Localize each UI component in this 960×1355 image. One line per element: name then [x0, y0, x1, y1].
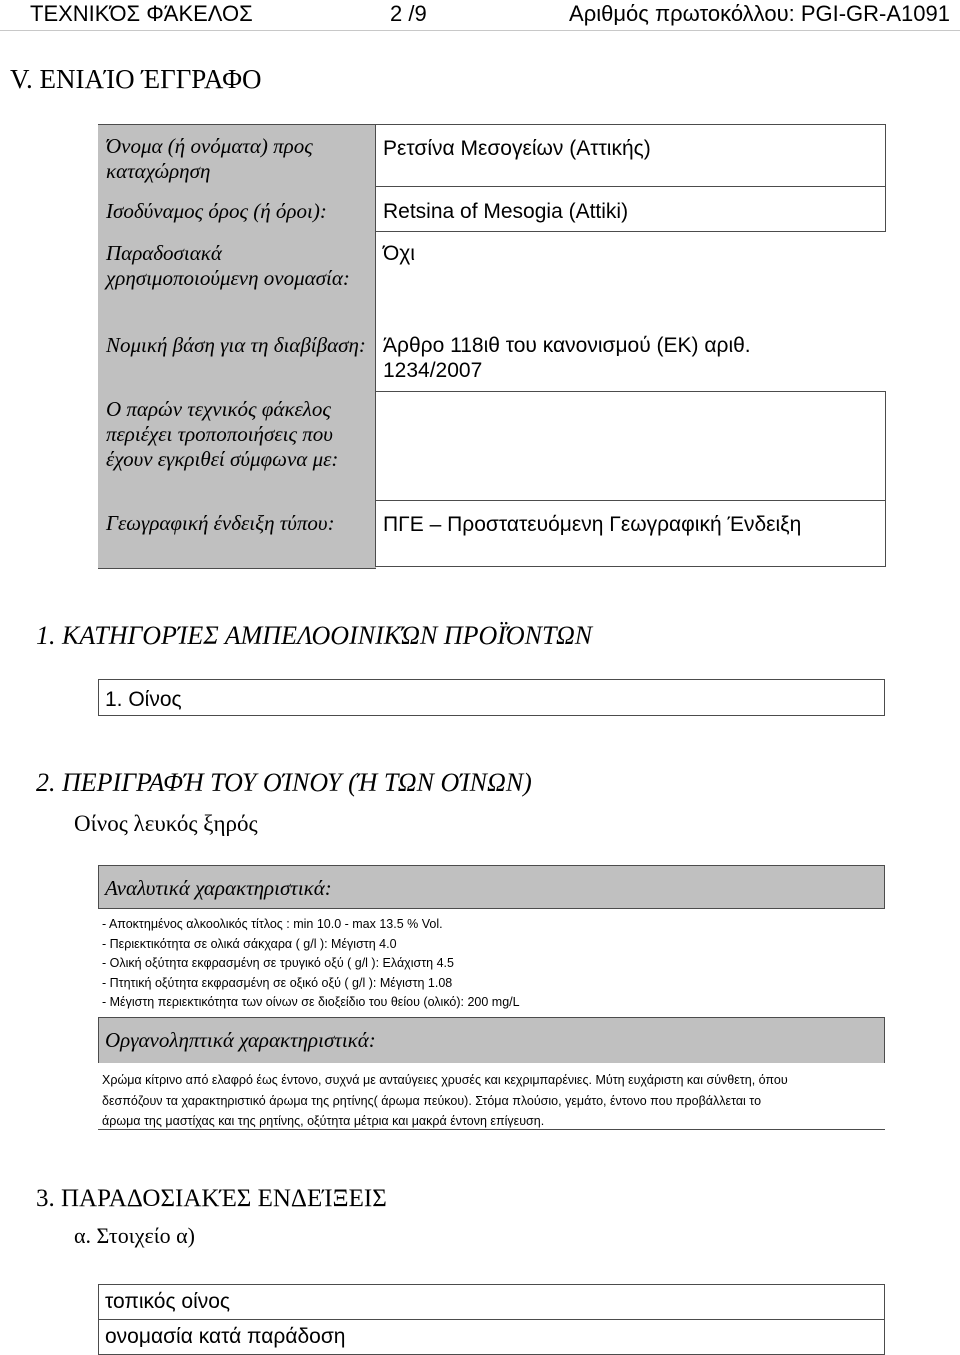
- section-v-title: V. ΕΝΙΑΊΟ ΈΓΓΡΑΦΟ: [10, 64, 262, 94]
- label-equivalent-term: Ισοδύναμος όρος (ή όροι):: [106, 199, 327, 223]
- section-2-title: 2. ΠΕΡΙΓΡΑΦΉ ΤΟΥ ΟΊΝΟΥ (Ή ΤΩΝ ΟΊΝΩΝ): [36, 768, 532, 797]
- category-box: [98, 679, 885, 716]
- table-row: [98, 1319, 885, 1355]
- value-box-amendments: [375, 391, 886, 501]
- section-1-title: 1. ΚΑΤΗΓΟΡΊΕΣ ΑΜΠΕΛΟΟΙΝΙΚΏΝ ΠΡΟΪΌΝΤΩΝ: [36, 621, 593, 650]
- section-3-title: 3. ΠΑΡΑΔΟΣΙΑΚΈΣ ΕΝΔΕΊΞΕΙΣ: [36, 1185, 387, 1212]
- value-legal-basis-line1: Άρθρο 118ιθ του κανονισμού (ΕΚ) αριθ.: [383, 334, 751, 357]
- value-geo-indication-type: ΠΓΕ – Προστατευόμενη Γεωγραφική Ένδειξη: [383, 513, 802, 536]
- header-protocol-number: Αριθμός πρωτοκόλλου: PGI-GR-A1091: [569, 1, 950, 26]
- header-divider: [0, 30, 960, 31]
- traditional-term: τοπικός οίνος: [105, 1290, 231, 1313]
- header-page-number: 2 /9: [390, 1, 427, 26]
- analytical-item: - Περιεκτικότητα σε ολικά σάκχαρα ( g/l ): Μέγιστη 4.0: [102, 936, 397, 951]
- wine-type: Οίνος λευκός ξηρός: [74, 811, 258, 836]
- table-row: [98, 1284, 885, 1320]
- organoleptic-line: άρωμα της μαστίχας και της ρητίνης, οξύτητα μέτρια και μακρά έντονη επίγευση.: [102, 1114, 545, 1128]
- organoleptic-heading: Οργανοληπτικά χαρακτηριστικά:: [105, 1028, 376, 1052]
- column-divider: [375, 124, 376, 567]
- organoleptic-line: δεσπόζουν τα χαρακτηριστικό άρωμα της ρητίνης( άρωμα πεύκου). Στόμα πλούσιο, γεμάτο, έντονο που προβάλλεται το: [102, 1093, 762, 1108]
- analytical-item: - Ολική οξύτητα εκφρασμένη σε τρυγικό οξύ ( g/l ): Ελάχιστη 4.5: [102, 956, 454, 970]
- organoleptic-divider: [98, 1129, 885, 1130]
- analytical-heading: Αναλυτικά χαρακτηριστικά:: [105, 876, 332, 900]
- analytical-item: - Αποκτημένος αλκοολικός τίτλος : min 10.0 - max 13.5 % Vol.: [102, 917, 443, 931]
- label-geo-indication-type: Γεωγραφική ένδειξη τύπου:: [106, 511, 335, 535]
- label-traditional-name: Παραδοσιακά χρησιμοποιούμενη ονομασία:: [106, 241, 350, 290]
- analytical-list: [102, 915, 520, 1013]
- traditional-terms-table: [98, 1285, 885, 1355]
- organoleptic-line: Χρώμα κίτρινο από ελαφρό έως έντονο, συχνά με ανταύγειες χρυσές και κεχριμπαρένιες. Μύτη ευχάριστη και σύνθετη, όπου: [102, 1073, 788, 1087]
- section-3-subtitle: α. Στοιχείο α): [74, 1223, 195, 1248]
- label-amendments: Ο παρών τεχνικός φάκελος περιέχει τροποποιήσεις που έχουν εγκριθεί σύμφωνα με:: [106, 397, 339, 471]
- analytical-item: - Μέγιστη περιεκτικότητα των οίνων σε διοξείδιο του θείου (ολικό): 200 mg/L: [102, 995, 520, 1009]
- category-item: 1. Οίνος: [105, 688, 182, 711]
- organoleptic-text: [102, 1070, 884, 1132]
- organoleptic-heading-box: [98, 1018, 885, 1063]
- traditional-term: ονομασία κατά παράδοση: [105, 1325, 346, 1348]
- single-document-table: [98, 124, 885, 567]
- value-equivalent-term: Retsina of Mesogia (Attiki): [383, 200, 629, 223]
- value-traditional-name: Όχι: [383, 242, 415, 265]
- label-legal-basis: Νομική βάση για τη διαβίβαση:: [106, 333, 366, 357]
- label-name-to-register: Όνομα (ή ονόματα) προς καταχώρηση: [106, 134, 313, 183]
- value-legal-basis-line2: 1234/2007: [383, 359, 483, 382]
- value-name-to-register: Ρετσίνα Μεσογείων (Αττικής): [383, 137, 651, 160]
- analytical-item: - Πτητική οξύτητα εκφρασμένη σε οξικό οξύ ( g/l ): Μέγιστη 1.08: [102, 975, 453, 990]
- header-doc-type: ΤΕΧΝΙΚΌΣ ΦΆΚΕΛΟΣ: [30, 1, 253, 26]
- analytical-heading-box: [98, 865, 885, 909]
